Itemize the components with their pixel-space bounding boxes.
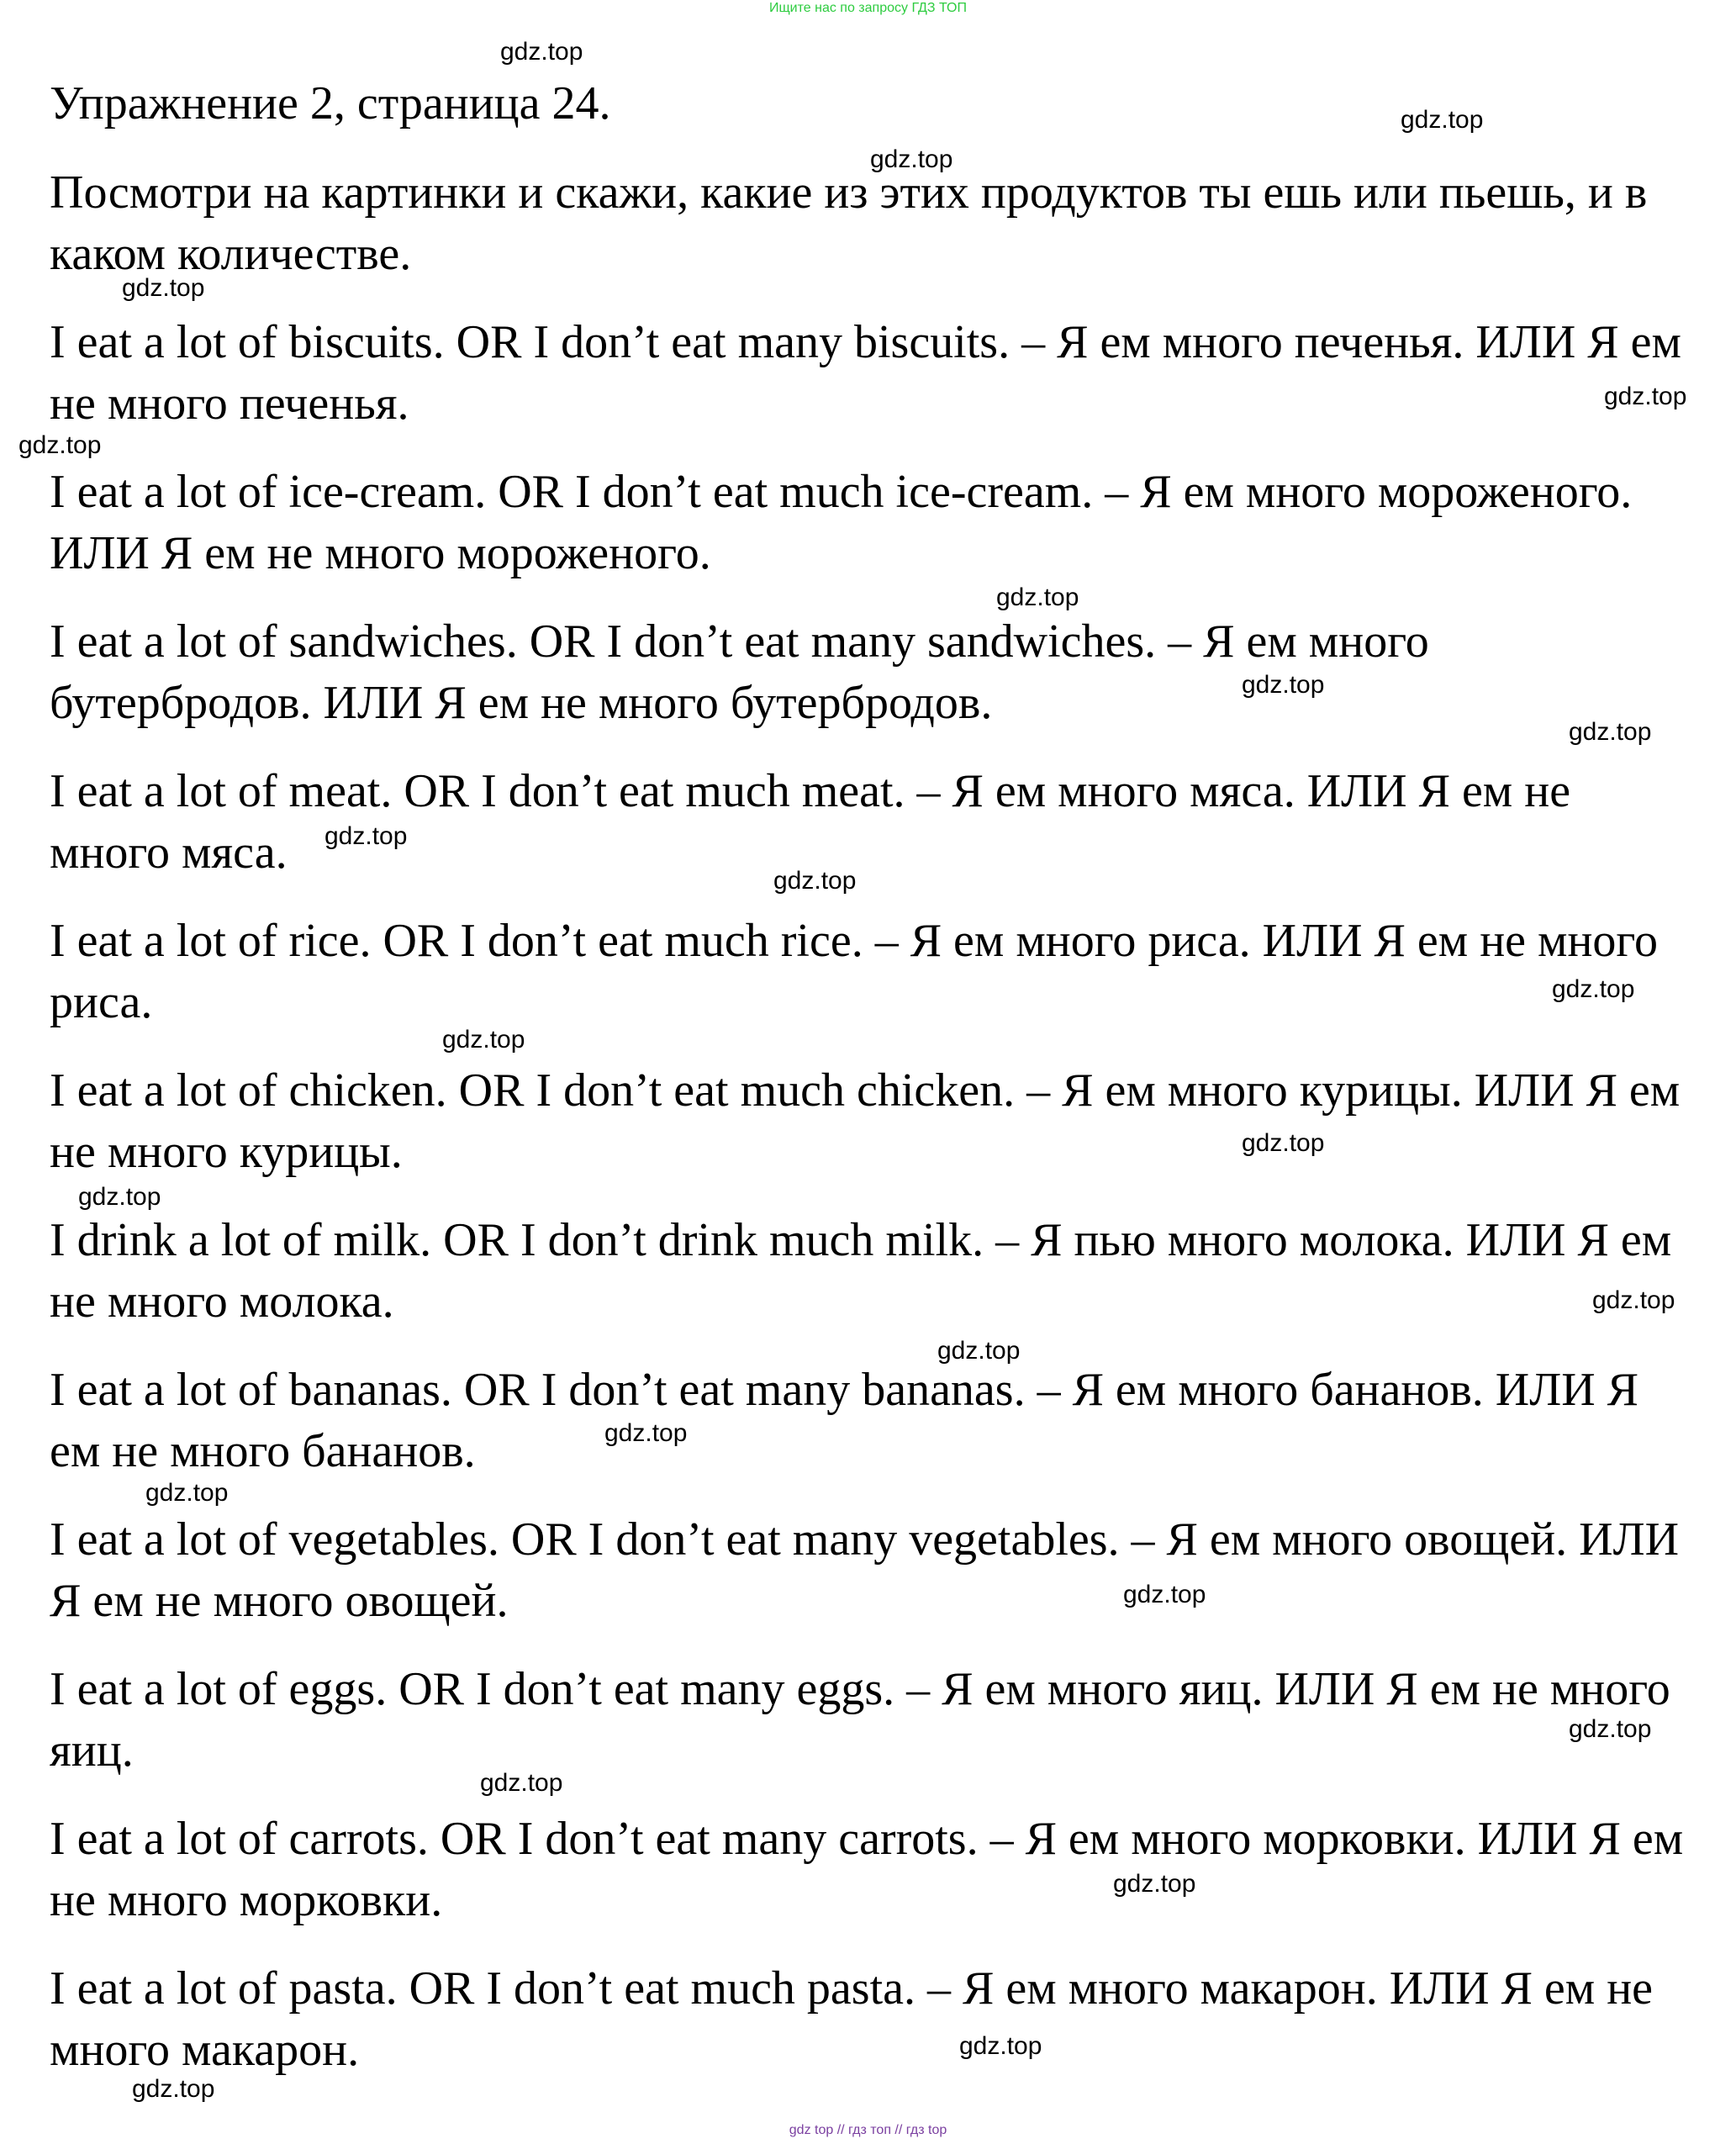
watermark: gdz.top xyxy=(870,145,953,173)
watermark: gdz.top xyxy=(480,1769,563,1797)
exercise-title: Упражнение 2, страница 24. xyxy=(50,77,611,129)
answer-sandwiches: I eat a lot of sandwiches. OR I don’t eat many sandwiches. – Я ем много бутербродов. ИЛИ Я ем не много бутербродов. xyxy=(50,615,1429,729)
top-banner: Ищите нас по запросу ГДЗ ТОП xyxy=(769,1,967,15)
instruction-text: Посмотри на картинки и скажи, какие из этих продуктов ты ешь или пьешь, и в каком количестве. xyxy=(50,166,1648,280)
watermark: gdz.top xyxy=(1552,975,1635,1003)
answer-carrots: I eat a lot of carrots. OR I don’t eat many carrots. – Я ем много морковки. ИЛИ Я ем не много морковки. xyxy=(50,1813,1684,1926)
answer-ice-cream: I eat a lot of ice-cream. OR I don’t eat much ice-cream. – Я ем много мороженого. ИЛИ Я ем не много мороженого. xyxy=(50,466,1633,579)
watermark: gdz.top xyxy=(78,1183,161,1211)
watermark: gdz.top xyxy=(996,584,1079,611)
watermark: gdz.top xyxy=(1569,1715,1652,1743)
answer-chicken: I eat a lot of chicken. OR I don’t eat much chicken. – Я ем много курицы. ИЛИ Я ем не много курицы. xyxy=(50,1064,1681,1178)
watermark: gdz.top xyxy=(1123,1581,1206,1608)
watermark: gdz.top xyxy=(959,2032,1042,2060)
watermark: gdz.top xyxy=(122,274,205,302)
watermark: gdz.top xyxy=(773,867,857,895)
answer-pasta: I eat a lot of pasta. OR I don’t eat much pasta. – Я ем много макарон. ИЛИ Я ем не много макарон. xyxy=(50,1962,1654,2076)
answer-biscuits: I eat a lot of biscuits. OR I don’t eat many biscuits. – Я ем много печенья. ИЛИ Я ем не много печенья. xyxy=(50,316,1681,430)
watermark: gdz.top xyxy=(325,822,408,850)
watermark: gdz.top xyxy=(18,431,102,459)
footer: gdz top // гдз топ // гдз top xyxy=(789,2123,947,2137)
watermark: gdz.top xyxy=(1401,106,1484,134)
watermark: gdz.top xyxy=(500,38,583,66)
watermark: gdz.top xyxy=(442,1026,525,1054)
answer-vegetables: I eat a lot of vegetables. OR I don’t eat many vegetables. – Я ем много овощей. ИЛИ Я ем не много овощей. xyxy=(50,1513,1680,1627)
watermark: gdz.top xyxy=(145,1479,229,1507)
watermark: gdz.top xyxy=(937,1337,1021,1365)
watermark: gdz.top xyxy=(1113,1870,1196,1898)
watermark: gdz.top xyxy=(132,2075,215,2103)
answer-meat: I eat a lot of meat. OR I don’t eat much meat. – Я ем много мяса. ИЛИ Я ем не много мяса. xyxy=(50,765,1571,879)
answer-bananas: I eat a lot of bananas. OR I don’t eat many bananas. – Я ем много бананов. ИЛИ Я ем не много бананов. xyxy=(50,1364,1638,1477)
watermark: gdz.top xyxy=(1569,718,1652,746)
watermark: gdz.top xyxy=(604,1419,688,1447)
answer-rice: I eat a lot of rice. OR I don’t eat much rice. – Я ем много риса. ИЛИ Я ем не много риса. xyxy=(50,915,1658,1028)
watermark: gdz.top xyxy=(1242,1129,1325,1157)
watermark: gdz.top xyxy=(1592,1286,1675,1314)
watermark: gdz.top xyxy=(1604,383,1687,410)
answer-eggs: I eat a lot of eggs. OR I don’t eat many eggs. – Я ем много яиц. ИЛИ Я ем не много яиц. xyxy=(50,1663,1670,1777)
watermark: gdz.top xyxy=(1242,671,1325,699)
answer-milk: I drink a lot of milk. OR I don’t drink much milk. – Я пью много молока. ИЛИ Я ем не много молока. xyxy=(50,1214,1672,1328)
